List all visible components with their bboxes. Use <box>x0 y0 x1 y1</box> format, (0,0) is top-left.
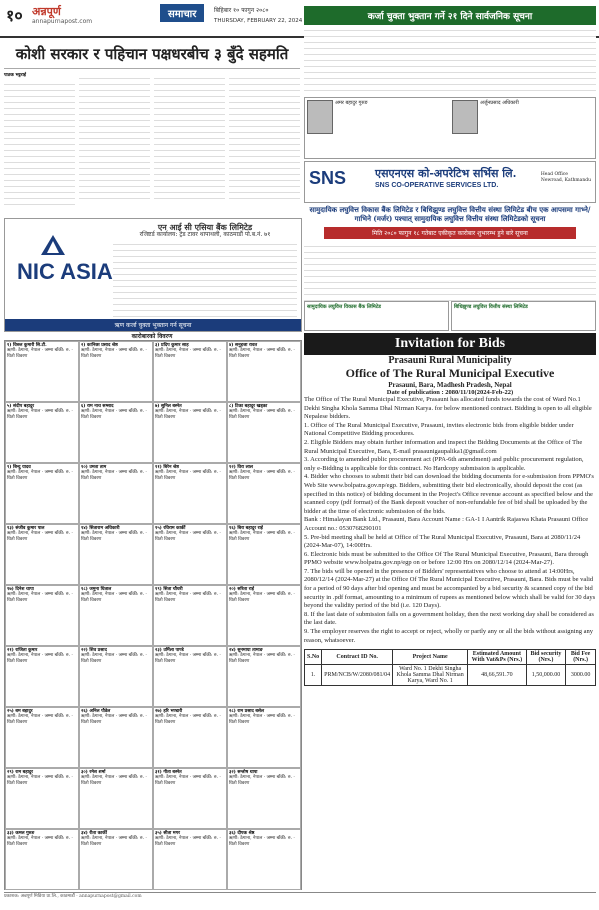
borrower-cell <box>5 524 79 585</box>
borrower-detail: ऋणी: ठेगाना, नेपाल · जम्मा बाँकी: रु. · धितो विवरण <box>7 714 73 725</box>
bid-office: Prasauni Rural Municipality <box>388 355 512 366</box>
footer: प्रकाशक: अन्नपूर्ण मिडिया प्रा.लि., काठमाडौं · annapurnapost@gmail.com <box>4 892 596 899</box>
bid-item: 4. Bidder who chooses to submit their bid can download the bidding documents for e-submission from PPMO's Web Site www.bolpatra.gov.np/egp. Bidders, submitting their bid electronically, should deposit the cost (as specified in this notice) of bidding document in the Project's Office revenue account as specified below and the scanned copy (pdf format) of the Bank deposit voucher of non-refundable fee of bid shall be uploaded by the bidder at the time of electronic submission of the bids. <box>304 473 594 515</box>
borrower-detail: ऋणी: ठेगाना, नेपाल · जम्मा बाँकी: रु. · धितो विवरण <box>155 409 221 420</box>
borrower-detail: ऋणी: ठेगाना, नेपाल · जम्मा बाँकी: रु. · धितो विवरण <box>229 592 295 603</box>
bid-table-cell: 3000.00 <box>566 665 596 686</box>
right-column <box>304 6 596 686</box>
page-number: १० <box>6 6 23 25</box>
borrower-name: ९) बिन्दु यादव <box>7 465 31 470</box>
sns-address <box>541 172 591 184</box>
borrower-name: १२) विरा लाल <box>229 465 253 470</box>
borrower-detail: ऋणी: ठेगाना, नेपाल · जम्मा बाँकी: रु. · धितो विवरण <box>81 836 147 847</box>
borrower-name: २७) हरि भण्डारी <box>155 709 183 714</box>
borrower-name: ३४) रीता कार्की <box>81 831 107 836</box>
borrower-cell <box>5 829 79 890</box>
borrower-cell <box>79 585 153 646</box>
person-photo <box>452 100 478 134</box>
bid-intro: The Office of The Rural Municipal Executive, Prasauni has allocated funds towards the cost of Ward No.1 Dekhi Singha Khola Samma Dhal Nirman Karya. for below mentioned contract. Bidding is open to all eligible Nepalese bidders. <box>304 396 592 421</box>
date-english: THURSDAY, FEBRUARY 22, 2024 <box>214 18 303 24</box>
bid-table-row <box>305 665 596 686</box>
borrower-detail: ऋणी: ठेगाना, नेपाल · जम्मा बाँकी: रु. · धितो विवरण <box>7 531 73 542</box>
byline: पाठक भट्टराई <box>4 73 26 78</box>
bid-item: 5. Pre-bid meeting shall be held at Office of The Rural Municipal Executive, Prasauni, Bara at 2080/11/24 (2024-Mar-07), 14:00Hrs. <box>304 533 581 550</box>
borrower-name: ३५) सीता मगर <box>155 831 180 836</box>
borrower-name: १५) रविराम कार्की <box>155 526 186 531</box>
bid-heading: Invitation for Bids <box>304 333 596 355</box>
sns-logo: SNS <box>309 168 347 188</box>
text-block <box>304 25 596 95</box>
borrower-cell <box>5 707 79 768</box>
bid-table-cell: PRM/NCB/W/2080/081/04 <box>322 665 393 686</box>
sns-address-line: Newroad, Kathmandu <box>540 178 591 183</box>
borrower-detail: ऋणी: ठेगाना, नेपाल · जम्मा बाँकी: रु. · धितो विवरण <box>155 470 221 481</box>
borrower-name: २१) राजिता कुमार <box>7 648 38 653</box>
person-name: अमर बहादुर गुरुङ <box>335 100 368 106</box>
borrower-cell <box>79 646 153 707</box>
borrower-detail: ऋणी: ठेगाना, नेपाल · जम्मा बाँकी: रु. · धितो विवरण <box>7 653 73 664</box>
borrower-cell <box>5 768 79 829</box>
bid-date: Date of publication : 2080/11/10(2024-Feb-22) <box>386 389 514 396</box>
borrower-cell <box>227 707 301 768</box>
bid-office2: Office of The Rural Municipal Executive <box>345 366 555 380</box>
borrower-detail: ऋणी: ठेगाना, नेपाल · जम्मा बाँकी: रु. · धितो विवरण <box>155 348 221 359</box>
borrower-name: २६) अनिल पौडेल <box>81 709 111 714</box>
borrower-cell <box>227 463 301 524</box>
borrower-name: २२) शिव प्रसाद <box>81 648 107 653</box>
borrower-cell <box>153 646 227 707</box>
borrower-name: ८) टिका बहादुर खड्का <box>229 404 268 409</box>
borrower-cell <box>153 463 227 524</box>
borrower-name: ३१) गीता बस्नेत <box>155 770 182 775</box>
borrower-detail: ऋणी: ठेगाना, नेपाल · जम्मा बाँकी: रु. · धितो विवरण <box>229 348 295 359</box>
borrower-name: १४) सिताराम अधिकारी <box>81 526 120 531</box>
nic-logo-icon <box>39 233 67 257</box>
borrower-detail: ऋणी: ठेगाना, नेपाल · जम्मा बाँकी: रु. · धितो विवरण <box>229 470 295 481</box>
text-block <box>113 239 297 319</box>
merger-text <box>304 241 596 301</box>
bid-item: 1. Office of The Rural Municipal Executive, Prasauni, invites electronic bids from eligible bidder under National Competitive Bidding procedures. <box>304 421 574 438</box>
bid-table <box>304 649 596 686</box>
borrower-name: २०) सरिता राई <box>229 587 254 592</box>
borrower-name: ३६) दीपक श्रेष्ठ <box>229 831 255 836</box>
borrower-cell <box>79 402 153 463</box>
sns-office: Head Office <box>540 172 568 177</box>
borrower-detail: ऋणी: ठेगाना, नेपाल · जम्मा बाँकी: रु. · धितो विवरण <box>155 775 221 786</box>
date-nepali: बिहिबार १० फागुन २०८० <box>214 7 269 14</box>
bid-table-cell: 48,66,591.70 <box>468 665 527 686</box>
borrower-detail: ऋणी: ठेगाना, नेपाल · जम्मा बाँकी: रु. · धितो विवरण <box>155 714 221 725</box>
borrower-name: २३) उर्मिला पाण्डे <box>155 648 184 653</box>
nic-bar: ऋण कर्जा चुक्ता भुक्तान गर्न सूचना <box>5 319 301 331</box>
borrower-detail: ऋणी: ठेगाना, नेपाल · जम्मा बाँकी: रु. · धितो विवरण <box>229 836 295 847</box>
borrower-cell <box>227 524 301 585</box>
bid-table-cell: 1. <box>305 665 322 686</box>
borrower-cell <box>153 768 227 829</box>
bid-item: 2. Eligible Bidders may obtain further information and inspect the Bidding Documents at the Office of The Rural Municipal Executive, Bara, E-mail prasaunigaupalika1@gmail.com <box>304 438 583 455</box>
bank-card <box>304 301 449 331</box>
bank-name: बिधिझुण्ड लघुवित्त वित्तीय संस्था लिमिटेड <box>454 304 528 310</box>
borrower-detail: ऋणी: ठेगाना, नेपाल · जम्मा बाँकी: रु. · धितो विवरण <box>229 653 295 664</box>
borrower-cell <box>227 829 301 890</box>
bid-items <box>304 422 596 645</box>
bank-card <box>451 301 596 331</box>
borrower-name: ३०) रमेश शर्मा <box>81 770 106 775</box>
bid-table-header-cell: Contract ID No. <box>322 650 393 665</box>
borrower-cell <box>79 829 153 890</box>
text-block <box>229 73 300 203</box>
nic-notice-text <box>113 223 297 319</box>
bid-table-header-cell: Project Name <box>393 650 468 665</box>
borrower-detail: ऋणी: ठेगाना, नेपाल · जम्मा बाँकी: रु. · धितो विवरण <box>81 409 147 420</box>
borrower-cell <box>153 829 227 890</box>
bid-table-header-cell: Estimated Amount With Vat&Ps (Nrs.) <box>468 650 527 665</box>
borrower-cell <box>153 402 227 463</box>
bid-item: 7. The bids will be opened in the presence of Bidders' representatives who choose to attend at 14:00Hrs, 2080/12/14 (2024-Mar-27) at the Office Of The Rural Municipal Executive, Prasauni, Bara. Bids must be valid for a period of 90 days after bid opening and must be accompanied by a bid security & scanned copy of the bid security in .pdf format, amounting to a minimum of rupees as mentioned below which shall be valid for 30 days beyond the validity period of the bid (i.e. 120 Days). <box>304 567 596 610</box>
borrower-name: १६) बिरा बहादुर राई <box>229 526 263 531</box>
nic-logo: NIC ASIA <box>17 259 113 284</box>
borrower-cell <box>5 646 79 707</box>
borrower-cell <box>5 585 79 646</box>
person-photo <box>307 100 333 134</box>
borrower-detail: ऋणी: ठेगाना, नेपाल · जम्मा बाँकी: रु. · धितो विवरण <box>229 714 295 725</box>
borrower-detail: ऋणी: ठेगाना, नेपाल · जम्मा बाँकी: रु. · धितो विवरण <box>7 836 73 847</box>
borrower-detail: ऋणी: ठेगाना, नेपाल · जम्मा बाँकी: रु. · धितो विवरण <box>7 470 73 481</box>
borrower-detail: ऋणी: ठेगाना, नेपाल · जम्मा बाँकी: रु. · धितो विवरण <box>81 592 147 603</box>
borrower-cell <box>227 646 301 707</box>
borrower-name: ७) सुनिल बस्नेत <box>155 404 182 409</box>
merger-title: सामुदायिक लघुवित्त विकास बैंक लिमिटेड र बिधिझुण्ड लघुवित्त वित्तीय संस्था लिमिटेड बीच एक आपसमा गाभ्ने/गाभिने (मर्जर) पश्चात् सामुदायिक लघुवित्त वित्तीय संस्था लिमिटेडको सूचना <box>309 205 591 223</box>
bid-table-header-cell: Bid security (Nrs.) <box>526 650 566 665</box>
borrower-cell <box>5 341 79 402</box>
borrower-cell <box>79 463 153 524</box>
borrower-cell <box>227 768 301 829</box>
borrower-detail: ऋणी: ठेगाना, नेपाल · जम्मा बाँकी: रु. · धितो विवरण <box>7 348 73 359</box>
bid-item: 8. If the last date of submission falls on a government holiday, then the next working day shall be considered as the last date. <box>304 610 594 627</box>
borrower-cell <box>79 524 153 585</box>
bid-table-header <box>305 650 596 665</box>
borrower-detail: ऋणी: ठेगाना, नेपाल · जम्मा बाँकी: रु. · धितो विवरण <box>155 653 221 664</box>
borrower-name: १०) उमता ताम <box>81 465 107 470</box>
left-column <box>4 40 300 209</box>
borrower-detail: ऋणी: ठेगाना, नेपाल · जम्मा बाँकी: रु. · धितो विवरण <box>229 409 295 420</box>
borrower-cell <box>227 585 301 646</box>
text-block <box>79 73 150 203</box>
borrower-name: २४) सुनमाया तामाङ <box>229 648 263 653</box>
notice-body <box>304 25 596 95</box>
borrower-detail: ऋणी: ठेगाना, नेपाल · जम्मा बाँकी: रु. · धितो विवरण <box>155 836 221 847</box>
borrower-detail: ऋणी: ठेगाना, नेपाल · जम्मा बाँकी: रु. · धितो विवरण <box>229 775 295 786</box>
bid-item: 3. According to amended public procurement act (PPA-6th amendment) and public procurement regulation, only e-Bidding is applicable for this contract. No Hardcopy submission is applicable. <box>304 456 584 472</box>
borrower-detail: ऋणी: ठेगाना, नेपाल · जम्मा बाँकी: रु. · धितो विवरण <box>7 775 73 786</box>
bid-table-header-cell: Bid Fee (Nrs.) <box>566 650 596 665</box>
nic-address: रजिष्टर्ड कार्यालय: ट्रेड टावर थापाथली, काठमाडौं पो.ब.नं. ७१ <box>139 231 271 238</box>
borrower-name: १) विरुल कुमारी सि.टी. <box>7 343 47 348</box>
borrower-name: १३) संजीव कुमार पाल <box>7 526 45 531</box>
borrower-detail: ऋणी: ठेगाना, नेपाल · जम्मा बाँकी: रु. · धितो विवरण <box>81 653 147 664</box>
bid-item: 6. Electronic bids must be submitted to the Office Of The Rural Municipal Executive, Prasauni, Bara through PPMO website www.bolpatra.gov.np/egp on or before 12:00 Hrs on 2080/12/14 (2024-Mar-27). <box>304 550 589 567</box>
bid-table-cell: Ward No. 1 Dekhi Singha Khola Samma Dhal Nirman Karya, Ward No. 1 <box>393 665 468 686</box>
person-card <box>305 98 450 158</box>
borrower-cell <box>5 402 79 463</box>
borrower-name: १९) सिता चौधरी <box>155 587 183 592</box>
borrower-cell <box>153 524 227 585</box>
borrower-name: ४) सनुहजा रावत <box>229 343 258 348</box>
text-block <box>4 79 75 209</box>
person-box <box>304 97 596 159</box>
bid-item: Bank : Himalayan Bank Ltd., Prasauni, Bara Account Name : GA-1 I Aantrik Rajaswa Khata Prasauni Office Account no.: 0530768290101 <box>304 516 589 532</box>
bid-table-header-cell: S.No <box>305 650 322 665</box>
bank-name: सामुदायिक लघुवित्त विकास बैंक लिमिटेड <box>307 304 381 310</box>
person-name: अर्जुनप्रसाद अधिकारी <box>480 100 519 106</box>
borrower-name: २५) बम बहादुर <box>7 709 33 714</box>
borrower-detail: ऋणी: ठेगाना, नेपाल · जम्मा बाँकी: रु. · धितो विवरण <box>81 775 147 786</box>
table-caption: कारोबारको विवरण <box>131 333 173 340</box>
nic-title: एन आई सी एसिया बैंक लिमिटेड <box>157 222 253 232</box>
bid-address: Prasauni, Bara, Madhesh Pradesh, Nepal <box>388 381 512 389</box>
main-headline[interactable]: कोशी सरकार र पहिचान पक्षधरबीच ३ बुँदे सहमति <box>4 40 300 69</box>
borrower-cell <box>153 341 227 402</box>
text-block <box>154 73 225 203</box>
borrower-detail: ऋणी: ठेगाना, नेपाल · जम्मा बाँकी: रु. · धितो विवरण <box>229 531 295 542</box>
borrower-detail: ऋणी: ठेगाना, नेपाल · जम्मा बाँकी: रु. · धितो विवरण <box>81 348 147 359</box>
borrower-detail: ऋणी: ठेगाना, नेपाल · जम्मा बाँकी: रु. · धितो विवरण <box>81 714 147 725</box>
borrower-name: १८) जमुना धिताल <box>81 587 112 592</box>
brand-logo: अन्नपूर्ण <box>32 5 61 18</box>
borrower-cell <box>79 341 153 402</box>
sns-name-np: एसएनएस को-अपरेटिभ सर्भिस लि. <box>375 167 517 180</box>
borrower-cell <box>79 768 153 829</box>
merger-date: मिति २०८० फागुन १८ गतेबाट एकीकृत कारोबार शुभारम्भ हुने बारे सूचना <box>324 227 576 239</box>
borrower-cell <box>227 341 301 402</box>
borrower-name: ६) राम नाथ सम्साद <box>81 404 114 409</box>
borrower-name: ३२) सन्तोष थापा <box>229 770 258 775</box>
borrower-grid <box>4 340 302 890</box>
borrower-cell <box>153 585 227 646</box>
nic-asia-ad <box>4 218 302 332</box>
notice-title: कर्जा चुक्ता भुक्तान गर्ने २१ दिने सार्वजनिक सूचना <box>304 6 596 25</box>
borrower-detail: ऋणी: ठेगाना, नेपाल · जम्मा बाँकी: रु. · धितो विवरण <box>81 531 147 542</box>
sns-ad <box>304 161 596 203</box>
bid-item: 9. The employer reserves the right to accept or reject, wholly or partly any or all the bids without assigning any reason, whatsoever. <box>304 628 594 644</box>
borrower-name: १७) दिनेश थापा <box>7 587 34 592</box>
person-card <box>450 98 595 158</box>
sns-name-en: SNS CO-OPERATIVE SERVICES LTD. <box>375 182 499 189</box>
bank-row <box>304 301 596 331</box>
borrower-name: २) कानिछा प्रसाद श्रेष्ठ <box>81 343 118 348</box>
borrower-detail: ऋणी: ठेगाना, नेपाल · जम्मा बाँकी: रु. · धितो विवरण <box>81 470 147 481</box>
borrower-detail: ऋणी: ठेगाना, नेपाल · जम्मा बाँकी: रु. · धितो विवरण <box>155 531 221 542</box>
borrower-name: ५) संदीप बहादुर <box>7 404 35 409</box>
borrower-cell <box>79 707 153 768</box>
section-tag: समाचार <box>160 4 204 22</box>
borrower-name: ३) प्रदिप कुमार साह <box>155 343 189 348</box>
borrower-name: २८) राम प्रसाद बसेल <box>229 709 265 714</box>
story-body <box>4 73 300 209</box>
site-url[interactable]: annapurnapost.com <box>32 18 93 25</box>
borrower-detail: ऋणी: ठेगाना, नेपाल · जम्मा बाँकी: रु. · धितो विवरण <box>7 409 73 420</box>
borrower-cell <box>5 463 79 524</box>
borrower-cell <box>227 402 301 463</box>
borrower-cell <box>153 707 227 768</box>
borrower-detail: ऋणी: ठेगाना, नेपाल · जम्मा बाँकी: रु. · धितो विवरण <box>7 592 73 603</box>
borrower-name: २९) राम बहादुर <box>7 770 33 775</box>
borrower-detail: ऋणी: ठेगाना, नेपाल · जम्मा बाँकी: रु. · धितो विवरण <box>155 592 221 603</box>
bid-table-cell: 1,50,000.00 <box>526 665 566 686</box>
borrower-name: ११) बिरेन श्रेष्ठ <box>155 465 179 470</box>
borrower-name: ३३) कमल गुरुङ <box>7 831 35 836</box>
